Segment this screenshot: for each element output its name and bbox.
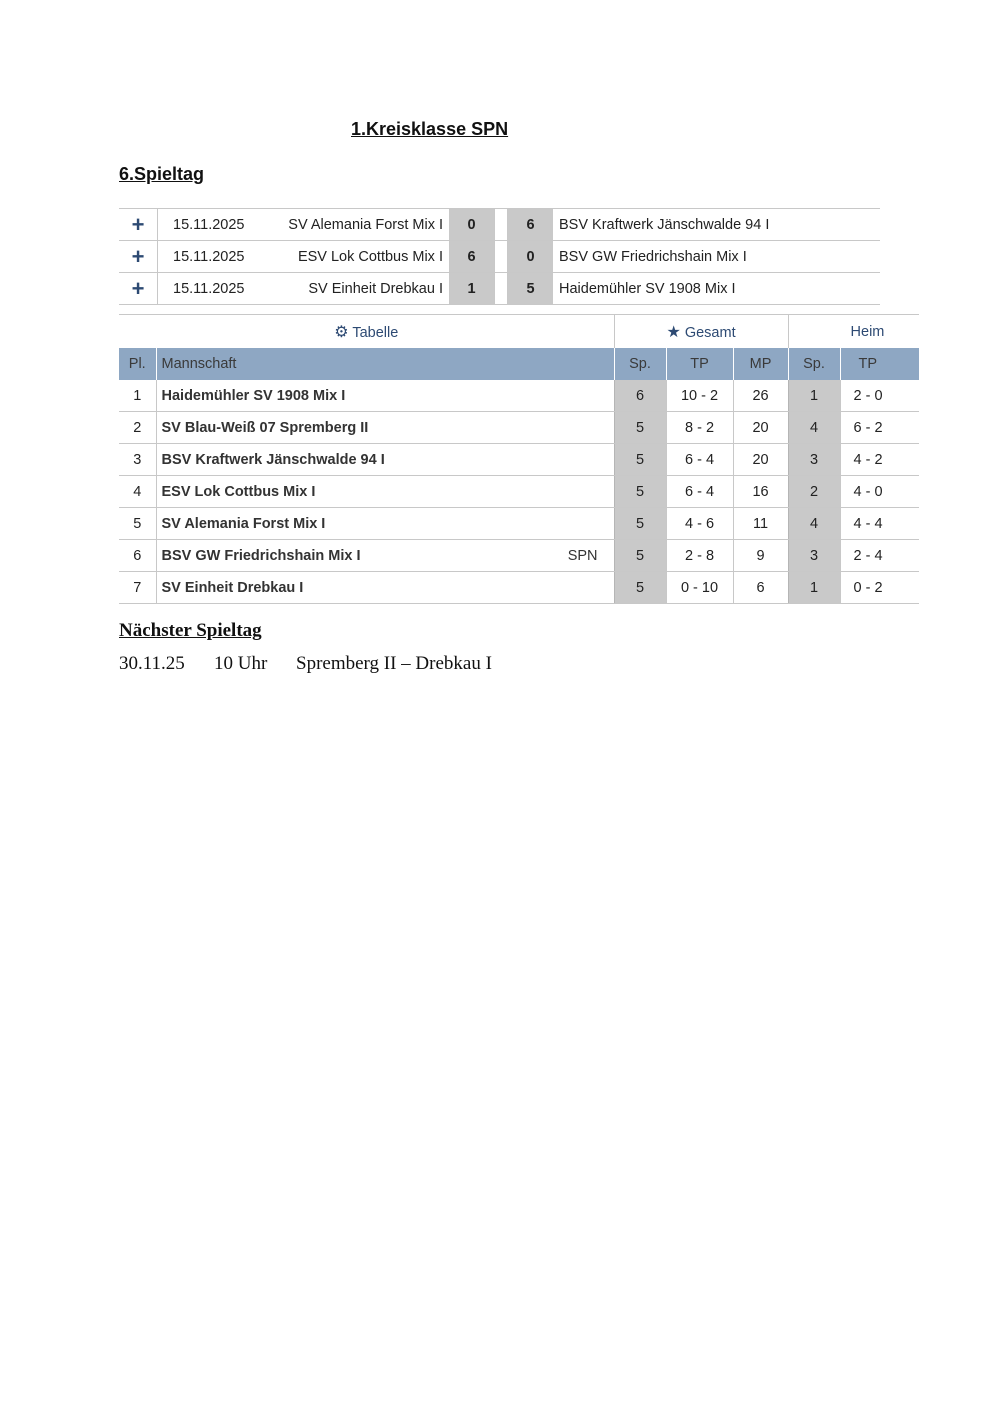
rank: 1 — [119, 380, 156, 412]
games: 5 — [614, 476, 666, 508]
tp: 0 - 10 — [666, 572, 733, 604]
home-tp: 4 - 2 — [840, 444, 919, 476]
away-score: 0 — [508, 241, 554, 273]
rank: 7 — [119, 572, 156, 604]
expand-button[interactable] — [119, 273, 158, 305]
mp: 9 — [733, 540, 788, 572]
next-time: 10 Uhr — [214, 653, 268, 674]
home-games: 3 — [788, 444, 840, 476]
home-games: 2 — [788, 476, 840, 508]
table-row — [119, 380, 919, 412]
next-matchday-title: Nächster Spieltag — [119, 620, 262, 641]
tp: 10 - 2 — [666, 380, 733, 412]
away-team[interactable]: BSV Kraftwerk Jänschwalde 94 I — [553, 209, 880, 241]
standings-table — [119, 314, 920, 604]
home-team[interactable]: ESV Lok Cottbus Mix I — [253, 241, 449, 273]
rank: 4 — [119, 476, 156, 508]
table-row — [119, 508, 919, 540]
games: 5 — [614, 572, 666, 604]
col-team[interactable]: Mannschaft — [156, 348, 614, 380]
rank: 6 — [119, 540, 156, 572]
star-icon: ★ — [666, 323, 681, 341]
next-date: 30.11.25 — [119, 653, 185, 674]
tp: 4 - 6 — [666, 508, 733, 540]
standings-container — [119, 314, 885, 604]
games: 5 — [614, 508, 666, 540]
matchday-title: 6.Spieltag — [119, 164, 205, 184]
table-row — [119, 476, 919, 508]
home-score: 6 — [449, 241, 495, 273]
mp: 16 — [733, 476, 788, 508]
team-name: SV Alemania Forst Mix I — [161, 515, 326, 532]
col-home-tp[interactable]: TP — [840, 348, 919, 380]
home-tp: 2 - 0 — [840, 380, 919, 412]
home-games: 1 — [788, 572, 840, 604]
home-tp: 4 - 4 — [840, 508, 919, 540]
col-sp[interactable]: Sp. — [614, 348, 666, 380]
games: 6 — [614, 380, 666, 412]
away-team[interactable]: Haidemühler SV 1908 Mix I — [553, 273, 880, 305]
home-team[interactable]: SV Alemania Forst Mix I — [253, 209, 449, 241]
away-team[interactable]: BSV GW Friedrichshain Mix I — [553, 241, 880, 273]
team-name: SV Blau-Weiß 07 Spremberg II — [161, 419, 369, 436]
team-name: BSV Kraftwerk Jänschwalde 94 I — [161, 451, 385, 468]
home-tp: 2 - 4 — [840, 540, 919, 572]
rank: 2 — [119, 412, 156, 444]
rank: 5 — [119, 508, 156, 540]
tab-gesamt[interactable]: ★ Gesamt — [614, 315, 788, 349]
mp: 20 — [733, 444, 788, 476]
away-score: 6 — [508, 209, 554, 241]
rank: 3 — [119, 444, 156, 476]
tp: 6 - 4 — [666, 444, 733, 476]
match-row — [119, 241, 880, 273]
plus-icon: + — [131, 275, 145, 301]
home-score: 0 — [449, 209, 495, 241]
home-tp: 6 - 2 — [840, 412, 919, 444]
mp: 11 — [733, 508, 788, 540]
page-title: 1.Kreisklasse SPN — [351, 119, 509, 139]
match-date: 15.11.2025 — [158, 241, 254, 273]
tp: 6 - 4 — [666, 476, 733, 508]
home-games: 4 — [788, 412, 840, 444]
mp: 6 — [733, 572, 788, 604]
mp: 20 — [733, 412, 788, 444]
table-row — [119, 540, 919, 572]
tab-tabelle[interactable]: ⚙ Tabelle — [119, 315, 614, 349]
match-date: 15.11.2025 — [158, 273, 254, 305]
away-score: 5 — [508, 273, 554, 305]
home-tp: 4 - 0 — [840, 476, 919, 508]
expand-button[interactable] — [119, 209, 158, 241]
team-name: SV Einheit Drebkau I — [161, 579, 304, 596]
match-row — [119, 209, 880, 241]
tp: 2 - 8 — [666, 540, 733, 572]
mp: 26 — [733, 380, 788, 412]
team-name: ESV Lok Cottbus Mix I — [161, 483, 316, 500]
expand-button[interactable] — [119, 241, 158, 273]
home-score: 1 — [449, 273, 495, 305]
games: 5 — [614, 540, 666, 572]
col-pl[interactable]: Pl. — [119, 348, 156, 380]
table-row — [119, 572, 919, 604]
gear-icon: ⚙ — [334, 323, 349, 341]
home-team[interactable]: SV Einheit Drebkau I — [253, 273, 449, 305]
col-mp[interactable]: MP — [733, 348, 788, 380]
games: 5 — [614, 412, 666, 444]
match-row — [119, 273, 880, 305]
table-row — [119, 412, 919, 444]
plus-icon: + — [131, 243, 145, 269]
home-games: 4 — [788, 508, 840, 540]
plus-icon: + — [131, 211, 145, 237]
home-tp: 0 - 2 — [840, 572, 919, 604]
team-name: Haidemühler SV 1908 Mix I — [161, 387, 346, 404]
next-matchday-line — [119, 653, 492, 675]
col-home-sp[interactable]: Sp. — [788, 348, 840, 380]
tp: 8 - 2 — [666, 412, 733, 444]
col-tp[interactable]: TP — [666, 348, 733, 380]
tab-heim[interactable]: Heim — [788, 315, 919, 349]
home-games: 1 — [788, 380, 840, 412]
home-games: 3 — [788, 540, 840, 572]
games: 5 — [614, 444, 666, 476]
next-match: Spremberg II – Drebkau I — [296, 653, 492, 674]
match-results-table — [119, 208, 880, 305]
match-date: 15.11.2025 — [158, 209, 254, 241]
team-tag: SPN — [567, 547, 598, 564]
table-row — [119, 444, 919, 476]
team-name: BSV GW Friedrichshain Mix I — [161, 547, 361, 564]
